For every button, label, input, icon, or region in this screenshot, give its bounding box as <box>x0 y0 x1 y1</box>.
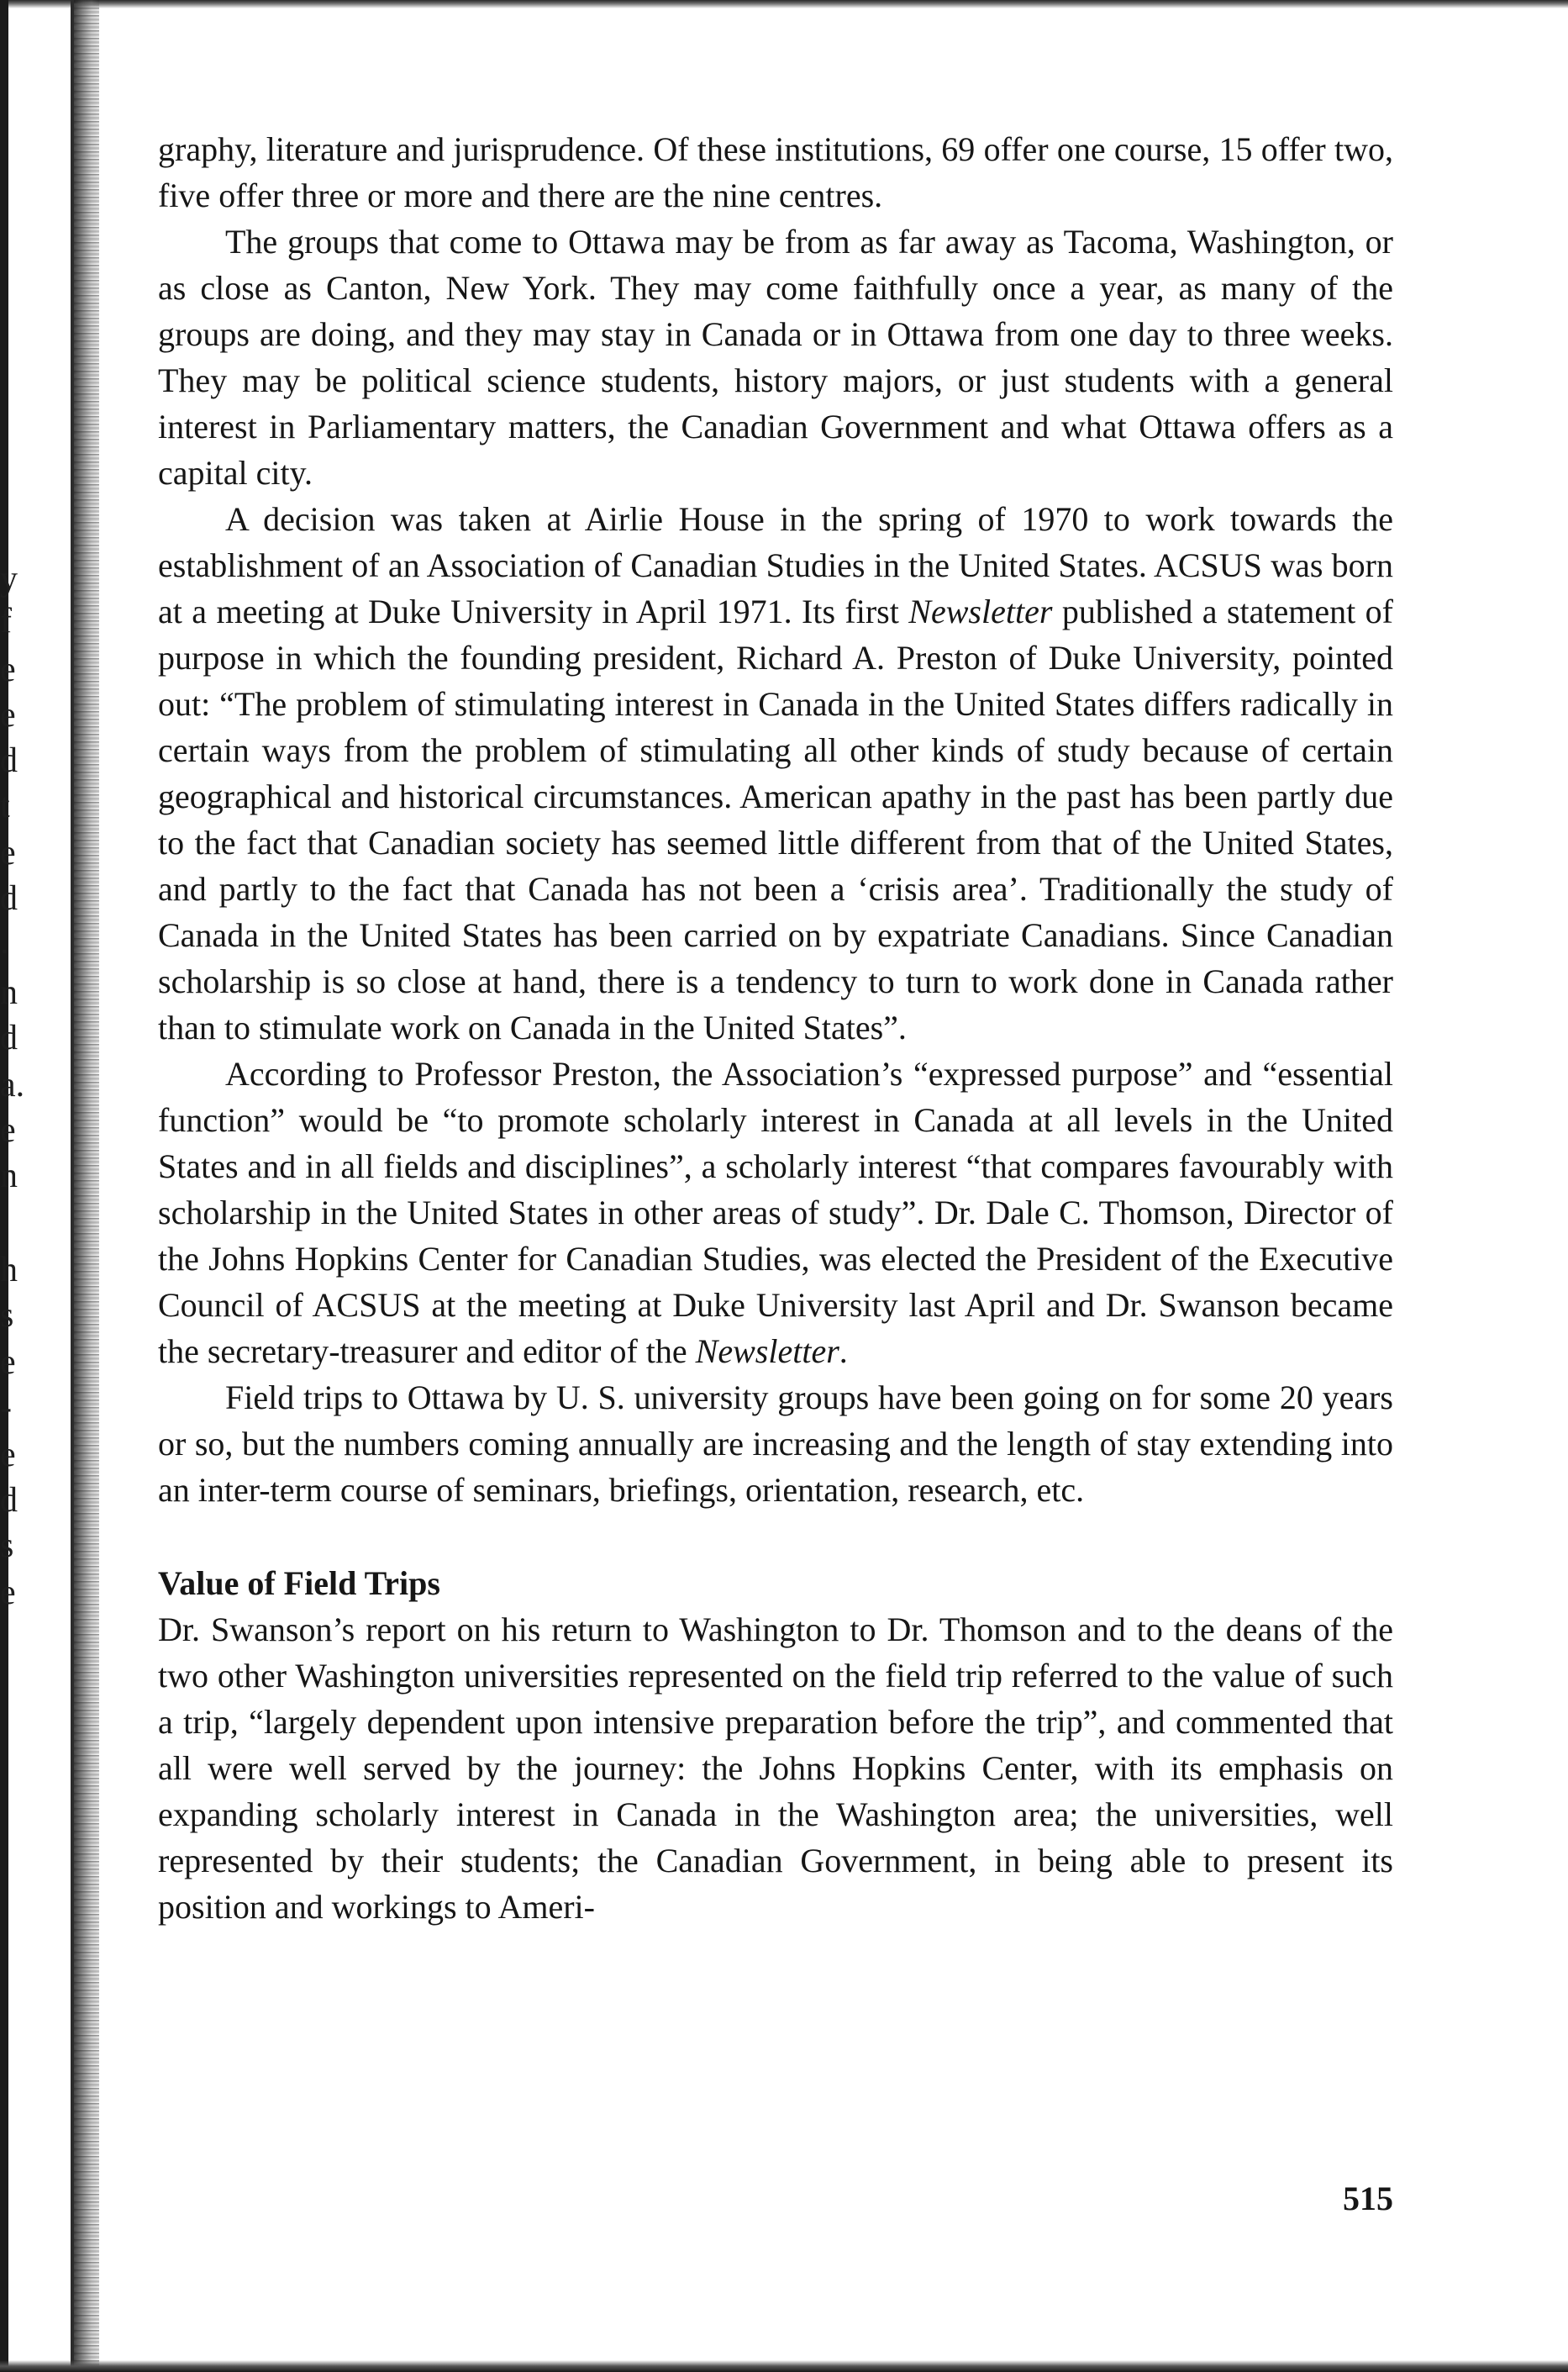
paragraph-text: According to Professor Preston, the Association’s “expressed purpose” and “essential function” would be “to promote scholarly interest in Canada at all levels in the United States and in all fields and disciplines”, a scholarly interest “that compares favourably with scholarship in the United States in other areas of study”. Dr. Dale C. Thomson, Director of the Johns Hopkins Center for Canadian Studies, was elected the President of the Executive Council of ACSUS at the meeting at Duke University last April and Dr. Swanson became the secretary-treasurer and editor of the <box>158 1055 1393 1370</box>
paragraph: Dr. Swanson’s report on his return to Washington to Dr. Thomson and to the deans of the two other Washington universities represented on the field trip referred to the value of such a trip, “largely dependent upon intensive preparation before the trip”, and commented that all were well served by the journey: the Johns Hopkins Center, with its emphasis on expanding scholarly interest in Canada in the Washington area; the universities, well represented by their students; the Canadian Government, in being able to present its position and workings to Ameri- <box>158 1610 1393 1926</box>
facing-fragment: y <box>0 560 18 598</box>
facing-fragment: n <box>0 1157 18 1195</box>
newsletter-title: Newsletter <box>908 593 1053 630</box>
facing-fragment: s <box>0 1526 14 1565</box>
facing-fragment: e <box>0 834 16 872</box>
facing-fragment: a. <box>0 1066 25 1104</box>
facing-fragment: - <box>0 1389 12 1427</box>
section-heading: Value of Field Trips <box>158 1564 440 1602</box>
scan-top-edge <box>0 0 1568 8</box>
paragraph-text: published a statement of purpose in which the founding president, Richard A. Preston of Duke University, pointed out: “The problem of stimulating interest in Canada in the United States differs radically in certain ways from the problem of stimulating all other kinds of study because of certain geographical and historical circumstances. American apathy in the past has been partly due to the fact that Canadian society has seemed little different from that of the United States, and partly to the fact that Canada has not been a ‘crisis area’. Traditionally the study of Canada in the United States has been carried on by expatriate Canadians. Since Canadian scholarship is so close at hand, there is a tendency to turn to work done in Canada rather than to stimulate work on Canada in the United States”. <box>158 593 1393 1046</box>
paragraph: The groups that come to Ottawa may be from as far away as Tacoma, Washington, or as close as Canton, New York. They may come faithfully once a year, as many of the groups are doing, and they may stay in Canada or in Ottawa from one day to three weeks. They may be political science students, history majors, or just students with a general interest in Parliamentary matters, the Canadian Government and what Ottawa offers as a capital city. <box>158 223 1393 492</box>
facing-fragment: . <box>0 923 9 962</box>
paragraph-text: A decision was taken at Airlie House in the spring of 1970 to work towards the establishment of an Association of Canadian Studies in the United States. ACSUS was born at a meeting at Duke University in April 1971. Its first <box>158 500 1393 630</box>
newsletter-title: Newsletter <box>695 1332 839 1370</box>
facing-fragment: e <box>0 1343 16 1382</box>
body-text <box>158 126 1393 1930</box>
facing-fragment: d <box>0 741 18 780</box>
facing-fragment: e <box>0 1111 16 1150</box>
paragraph <box>158 1051 1393 1374</box>
facing-page-fragments <box>0 0 25 2372</box>
paragraph: graphy, literature and jurisprudence. Of these institutions, 69 offer one course, 15 offer two, five offer three or more and there are the nine centres. <box>158 130 1393 214</box>
facing-fragment: n <box>0 973 18 1012</box>
facing-fragment: e <box>0 651 16 689</box>
facing-fragment: s <box>0 1296 14 1335</box>
facing-fragment: d <box>0 1481 18 1520</box>
paragraph <box>158 496 1393 1051</box>
facing-fragment: d <box>0 879 18 918</box>
facing-fragment: e <box>0 1436 16 1474</box>
facing-fragment: h <box>0 1251 18 1289</box>
paragraph: Field trips to Ottawa by U. S. university groups have been going on for some 20 years or so, but the numbers coming annually are increasing and the length of stay extending into an inter-term course of seminars, briefings, orientation, research, etc. <box>158 1378 1393 1509</box>
facing-fragment: e <box>0 1573 16 1612</box>
facing-fragment: f <box>0 602 12 640</box>
page-number: 515 <box>1343 2180 1393 2217</box>
binding-gutter <box>74 0 99 2372</box>
scan-bottom-edge <box>0 2360 1568 2372</box>
facing-fragment: d <box>0 1019 18 1057</box>
facing-fragment: e <box>0 696 16 735</box>
paragraph-text: . <box>839 1332 848 1370</box>
facing-fragment: t <box>0 787 10 825</box>
